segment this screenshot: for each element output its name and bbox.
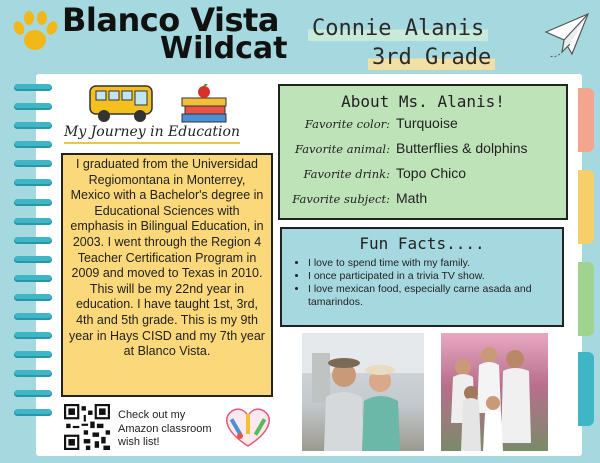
journey-title: My Journey in Education — [64, 124, 240, 144]
binder-ring — [14, 103, 52, 110]
binder-ring — [14, 294, 52, 301]
fun-fact-item: • I once participated in a trivia TV show. — [308, 270, 562, 283]
fun-facts-panel — [280, 227, 564, 327]
binder-ring — [14, 313, 52, 320]
about-value: Topo Chico — [396, 165, 467, 181]
binder-ring — [14, 409, 52, 416]
tab-green — [578, 262, 594, 336]
binder-rings — [14, 84, 54, 428]
fun-facts-title: Fun Facts.... — [359, 234, 485, 253]
school-supplies-icon — [216, 402, 280, 450]
about-label: Favorite animal: — [295, 142, 390, 156]
wishlist-text: Check out my Amazon classroom wish list! — [118, 409, 212, 448]
binder-ring — [14, 199, 52, 206]
paper-plane-icon — [542, 10, 592, 62]
about-row — [280, 140, 566, 161]
binder-ring — [14, 179, 52, 186]
binder-ring — [14, 275, 52, 282]
binder-ring — [14, 141, 52, 148]
binder-ring — [14, 160, 52, 167]
about-label: Favorite color: — [304, 117, 390, 131]
about-row — [280, 115, 566, 136]
binder-ring — [14, 84, 52, 91]
qr-code-icon[interactable] — [64, 404, 110, 450]
binder-ring — [14, 122, 52, 129]
teacher-name: Connie Alanis — [308, 16, 488, 41]
paw-print-icon — [10, 8, 60, 54]
binder-ring — [14, 256, 52, 263]
tab-teal — [578, 352, 594, 426]
binder-ring — [14, 332, 52, 339]
about-value: Butterflies & dolphins — [396, 140, 528, 156]
fun-fact-item: • I love to spend time with my family. — [308, 257, 562, 270]
school-name-line1: Blanco Vista — [62, 1, 279, 39]
school-name — [62, 1, 288, 66]
about-row — [280, 190, 566, 211]
fun-fact-item: • I love mexican food, especially carne asada and tamarindos. — [308, 283, 562, 309]
binder-ring — [14, 218, 52, 225]
about-panel — [278, 84, 568, 220]
grade-label: 3rd Grade — [368, 45, 495, 70]
school-bus-icon — [86, 80, 158, 124]
binder-ring — [14, 237, 52, 244]
about-value: Turquoise — [396, 115, 458, 131]
about-value: Math — [396, 190, 428, 206]
tab-yellow — [578, 170, 594, 244]
couple-photo — [302, 333, 424, 451]
school-name-line2: Wildcat — [160, 31, 288, 66]
about-label: Favorite subject: — [292, 192, 390, 206]
about-title: About Ms. Alanis! — [341, 92, 505, 111]
teacher-heading — [308, 16, 495, 70]
journey-story: I graduated from the Universidad Regiomontana in Monterrey, Mexico with a Bachelor's degree in Educational Sciences with emphasis in Bilingual Education, in 2003. I went through the Region 4 Teacher Certification Program in 2009 and moved to Texas in 2010. This will be my 22nd year in education. I have taught 1st, 3rd, 4th and 5th grade. This is my 9th year in Hays CISD and my 7th year at Blanco Vista. — [61, 153, 273, 397]
books-apple-icon — [176, 84, 232, 126]
tab-coral — [578, 88, 594, 152]
family-photo — [441, 333, 548, 451]
binder-ring — [14, 370, 52, 377]
binder-ring — [14, 351, 52, 358]
binder-ring — [14, 390, 52, 397]
fun-facts-list — [308, 257, 562, 309]
about-label: Favorite drink: — [303, 167, 390, 181]
about-row — [280, 165, 566, 186]
